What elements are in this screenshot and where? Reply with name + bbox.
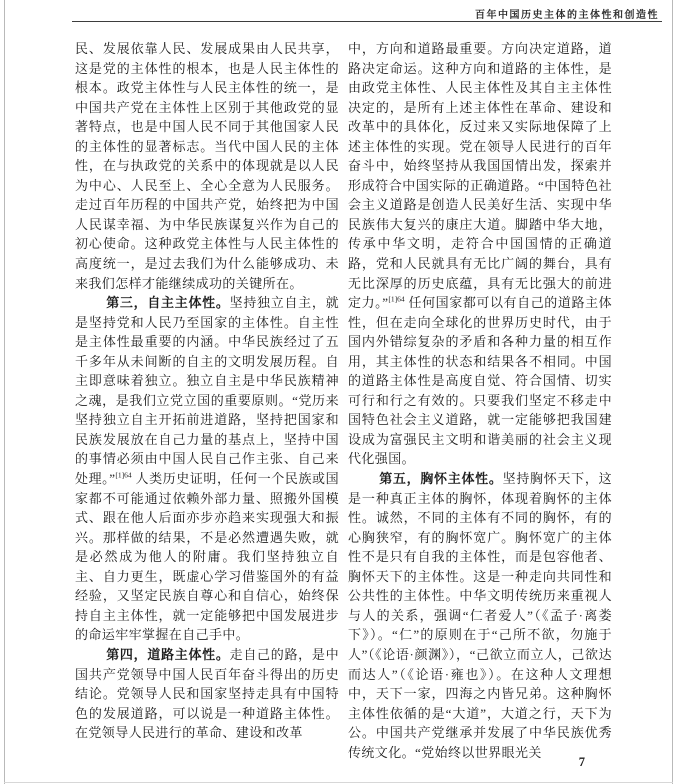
paragraph (75, 39, 339, 293)
text-run: 坚持胸怀天下，这是一种真正主体的胸怀，体现着胸怀的主体性。诚然，不同的主体有不同的胸怀，有的心胸狭窄，有的胸怀宽广。胸怀宽广的主体性不是只有自我的主体性，而是包容他者、胸怀天下的主体性。这是一种走向共同性和公共性的主体性。中华文明传统历来重视人与人的关系，强调“仁者爱人”（《孟子·离娄下》）。“仁”的原则在于“己所不欲，勿施于人”（《论语·颜渊》），“己欲立而立人，己欲达而达人”（《论语·雍也》）。在这种人文理想中，天下一家，四海之内皆兄弟。这种胸怀主体性依循的是“大道”，大道之行，天下为公。中国共产党继承并发展了中华民族优秀传统文化。“党始终以世界眼光关 (348, 471, 612, 760)
page-number: 7 (578, 755, 585, 769)
page-bottom-border (4, 782, 673, 783)
paragraph (348, 469, 612, 762)
text-run: 任何国家都可以有自己的道路主体性，但在走向全球化的世界历史时代，由于国内外错综复杂的矛盾和各种力量的相互作用，其主体性的状态和结果各不相同。中国的道路主体性是高度自觉、符合国情、切实可行和行之有效的。只要我们坚定不移走中国特色社会主义道路，就一定能够把我国建设成为富强民主文明和谐美丽的社会主义现代化强国。 (348, 295, 612, 467)
paragraph (348, 39, 612, 469)
text-run: 走自己的路，是中国共产党领导中国人民百年奋斗得出的历史结论。党领导人民和国家坚持走具有中国特色的发展道路，可以说是一种道路主体性。在党领导人民进行的革命、建设和改革 (75, 646, 339, 741)
citation-superscript: [1]64 (388, 294, 405, 304)
column-right (348, 39, 612, 781)
paragraph-lead-label: 第三，自主主体性。 (106, 295, 230, 311)
text-run: 坚持独立自主，就是坚持党和人民乃至国家的主体性。自主性是主体性最重要的内涵。中华民族经过了五千多年从未间断的自主的文明发展历程。自主即意味着独立。独立自主是中华民族精神之魂，是我们立党立国的重要原则。“党历来坚持独立自主开拓前进道路，坚持把国家和民族发展放在自己力量的基点上，坚持中国的事情必须由中国人民自己作主张、自己来处理。” (75, 295, 339, 487)
running-header-title: 百年中国历史主体的主体性和创造性 (475, 10, 659, 21)
text-run: 民、发展依靠人民、发展成果由人民共享，这是党的主体性的根本，也是人民主体性的根本。政党主体性与人民主体性的统一，是中国共产党在主体性上区别于其他政党的显著特点，也是中国人民不同于其他国家人民的主体性的显著标志。当代中国人民的主体性，在与执政党的关系中的体现就是以人民为中心、人民至上、全心全意为人民服务。走过百年历程的中国共产党，始终把为中国人民谋幸福、为中华民族谋复兴作为自己的初心使命。这种政党主体性与人民主体性的高度统一，是过去我们为什么能够成功、未来我们怎样才能继续成功的关键所在。 (75, 41, 339, 291)
page-left-border (4, 0, 5, 784)
paragraph-lead-label: 第五，胸怀主体性。 (379, 471, 503, 487)
paragraph (75, 645, 339, 743)
paragraph (75, 293, 339, 645)
text-run: 中，方向和道路最重要。方向决定道路，道路决定命运。这种方向和道路的主体性，是由政党主体性、人民主体性及其自主主体性决定的，是所有上述主体性在革命、建设和改革中的具体化，反过来又实际地保障了上述主体性的实现。党在领导人民进行的百年奋斗中，始终坚持从我国国情出发，探索并形成符合中国实际的正确道路。“中国特色社会主义道路是创造人民美好生活、实现中华民族伟大复兴的康庄大道。脚踏中华大地，传承中华文明，走符合中国国情的正确道路，党和人民就具有无比广阔的舞台，具有无比深厚的历史底蕴，具有无比强大的前进定力。” (348, 41, 612, 311)
text-columns (75, 39, 612, 781)
citation-superscript: [1]64 (115, 470, 132, 480)
paragraph-lead-label: 第四，道路主体性。 (106, 646, 230, 662)
page-right-border (672, 0, 673, 784)
column-left (75, 39, 339, 781)
header-rule (72, 21, 662, 22)
text-run: 人类历史证明，任何一个民族或国家都不可能通过依赖外部力量、照搬外国模式、跟在他人后面亦步亦趋来实现强大和振兴。那样做的结果，不是必然遭遇失败，就是必然成为他人的附庸。我们坚持独立自主、自力更生，既虚心学习借鉴国外的有益经验，又坚定民族自尊心和自信心，始终保持自主主体性，就一定能够把中国发展进步的命运牢牢掌握在自己手中。 (75, 471, 339, 643)
